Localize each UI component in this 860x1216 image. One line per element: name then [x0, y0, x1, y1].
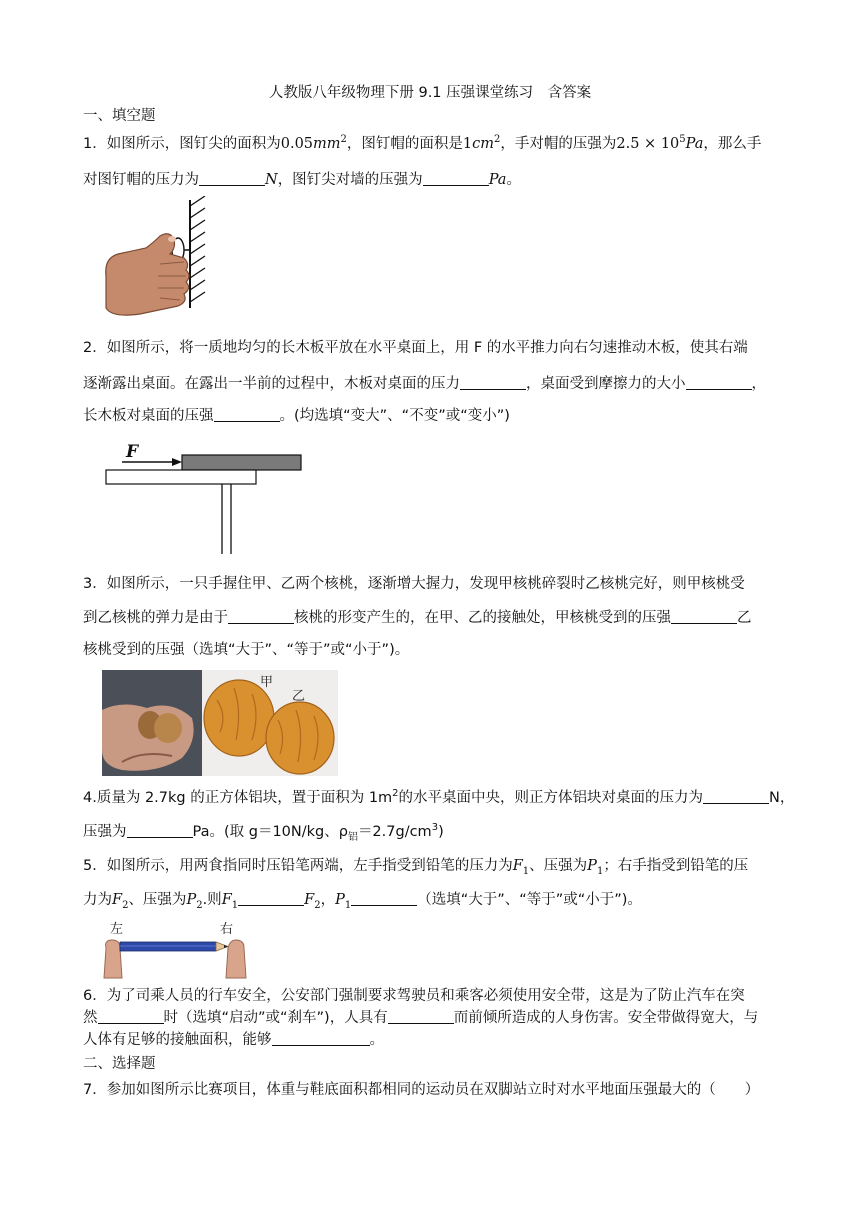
- pencil-fingers-figure: [100, 918, 250, 980]
- answer-blank-1b[interactable]: [423, 170, 489, 186]
- answer-blank-6c[interactable]: [272, 1030, 370, 1046]
- label-right: 右: [220, 922, 234, 937]
- answer-blank-3b[interactable]: [671, 608, 737, 624]
- answer-blank-6a[interactable]: [98, 1008, 164, 1024]
- question-3-line-3: 核桃受到的压强（选填“大于”、“等于”或“小于”)。: [83, 642, 410, 658]
- board-on-table-figure: [100, 440, 310, 558]
- question-3-line-1: 3．如图所示，一只手握住甲、乙两个核桃，逐渐增大握力，发现甲核桃碎裂时乙核桃完好，则甲核桃受: [83, 576, 745, 592]
- question-1-line-2: 对图钉帽的压力为 N，图钉尖对墙的压强为 Pa。: [83, 172, 521, 188]
- answer-blank-2b[interactable]: [686, 374, 752, 390]
- question-5-line-2: 力为$F_2$、压强为$P_2$.则$F_1$ $F_2$，$P_1$ （选填“大于”、“等于”或“小于”)。: [83, 892, 642, 911]
- answer-blank-2c[interactable]: [214, 406, 280, 422]
- label-left: 左: [110, 922, 124, 937]
- force-label: F: [126, 442, 139, 462]
- question-2-line-1: 2．如图所示，将一质地均匀的长木板平放在水平桌面上，用 F 的水平推力向右匀速推动木板，使其右端: [83, 340, 748, 356]
- section-heading-fill-in: 一、填空题: [83, 108, 156, 124]
- question-6-line-3: 人体有足够的接触面积，能够 。: [83, 1032, 384, 1048]
- question-4-line-1: 4.质量为 2.7kg 的正方体铝块，置于面积为 $1m^2$的水平桌面中央，则正方体铝块对桌面的压力为 N，: [83, 788, 795, 806]
- answer-blank-2a[interactable]: [460, 374, 526, 390]
- answer-blank-5b[interactable]: [351, 890, 417, 906]
- question-6-line-1: 6．为了司乘人员的行车安全，公安部门强制要求驾驶员和乘客必须使用安全带，这是为了防止汽车在突: [83, 988, 745, 1004]
- answer-blank-6b[interactable]: [388, 1008, 454, 1024]
- walnuts-photo: [102, 670, 338, 776]
- page-title: 人教版八年级物理下册 9.1 压强课堂练习 含答案: [268, 85, 592, 101]
- answer-blank-4a[interactable]: [703, 788, 769, 804]
- answer-blank-1a[interactable]: [199, 170, 265, 186]
- question-6-line-2: 然 时（选填“启动”或“刹车”)，人具有 而前倾所造成的人身伤害。安全带做得宽大，与: [83, 1010, 759, 1026]
- section-heading-choice: 二、选择题: [83, 1056, 156, 1072]
- walnut-label-jia: 甲: [260, 675, 274, 690]
- question-3-line-2: 到乙核桃的弹力是由于 核桃的形变产生的，在甲、乙的接触处，甲核桃受到的压强 乙: [83, 610, 752, 626]
- answer-blank-5a[interactable]: [238, 890, 304, 906]
- question-7-line-1: 7．参加如图所示比赛项目，体重与鞋底面积都相同的运动员在双脚站立时对水平地面压强最大的（ ）: [83, 1082, 760, 1098]
- answer-blank-4b[interactable]: [127, 822, 193, 838]
- walnut-label-yi: 乙: [292, 689, 306, 704]
- answer-blank-3a[interactable]: [228, 608, 294, 624]
- question-2-line-2: 逐渐露出桌面。在露出一半前的过程中，木板对桌面的压力 ，桌面受到摩擦力的大小 ，: [83, 376, 766, 392]
- question-5-line-1: 5．如图所示，用两食指同时压铅笔两端，左手指受到铅笔的压力为$F_1$、压强为$P_1$；右手指受到铅笔的压: [83, 858, 749, 877]
- question-1-line-1: 1．如图所示，图钉尖的面积为$0.05mm^2$，图钉帽的面积是$1cm^2$，手对帽的压强为$2.5 \times 10^5Pa$，那么手: [83, 134, 762, 152]
- question-4-line-2: 压强为 Pa。(取 g＝10N/kg、$\rho_铝=2.7g/cm^3$): [83, 822, 444, 843]
- thumbtack-figure: [100, 196, 215, 326]
- question-2-line-3: 长木板对桌面的压强 。(均选填“变大”、“不变”或“变小”): [83, 408, 510, 424]
